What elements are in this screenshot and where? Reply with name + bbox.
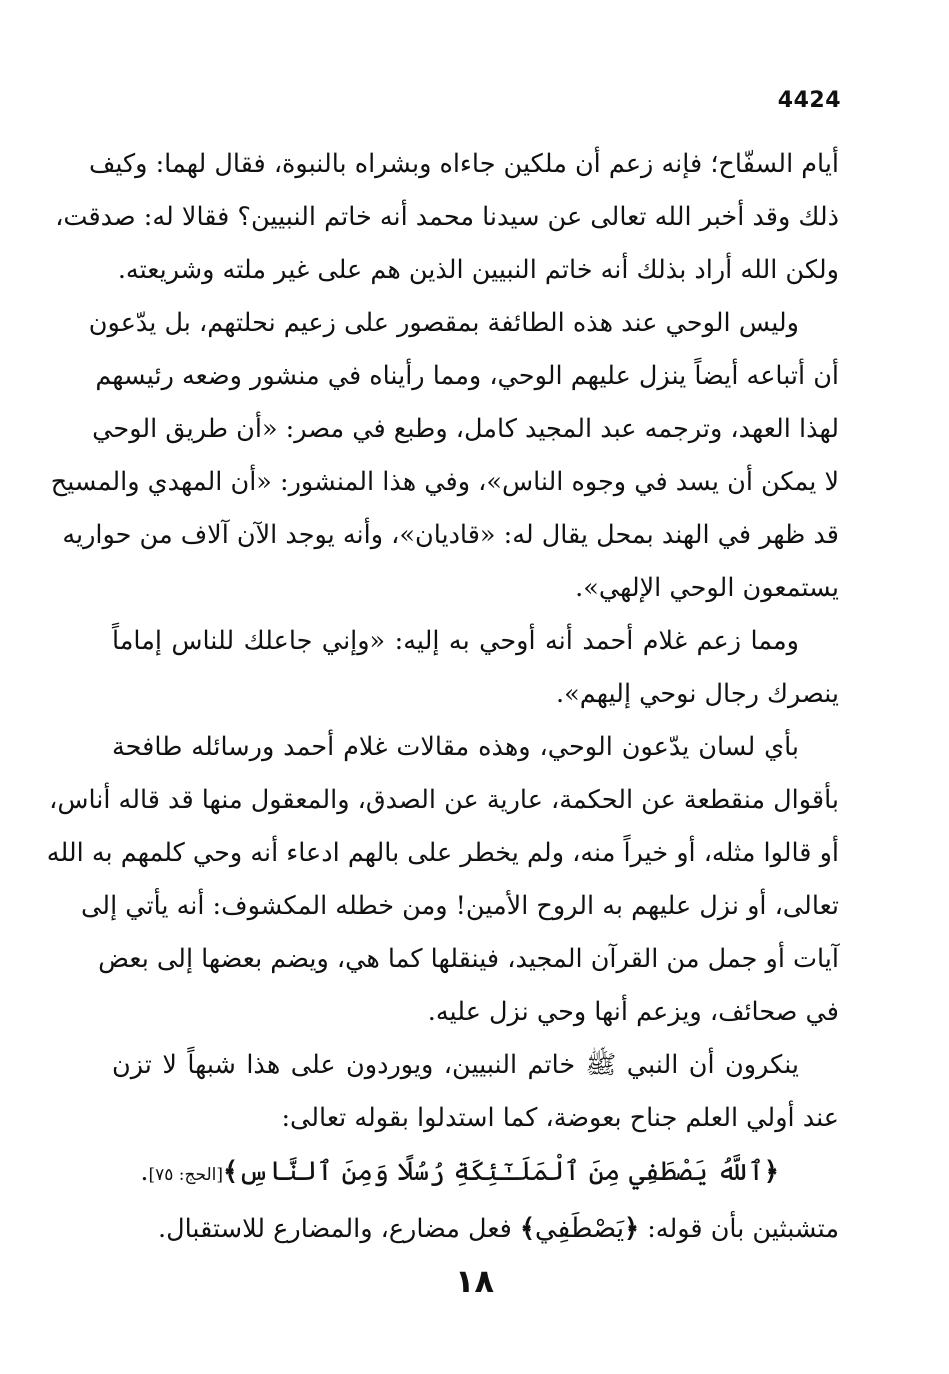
text-line: لا يمكن أن يسد في وجوه الناس»، وفي هذا المنشور: «أن المهدي والمسيح xyxy=(50,467,839,497)
closing-after: فعل مضارع، والمضارع للاستقبال. xyxy=(158,1214,520,1244)
verse-end-mark: . xyxy=(140,1157,149,1187)
text-line: في صحائف، ويزعم أنها وحي نزل عليه. xyxy=(427,997,839,1027)
verse-text: ٱللَّهُ يَصْطَفِي مِنَ ٱلْمَلَـٰٓئِكَةِ رُسُلًا وَمِنَ ٱلنَّاسِ xyxy=(237,1156,765,1187)
text-line: ينصرك رجال نوحي إليهم». xyxy=(556,679,839,709)
close-bracket: ﴾ xyxy=(519,1214,535,1244)
open-bracket: ﴿ xyxy=(764,1157,779,1187)
paragraph-4 xyxy=(46,721,839,1039)
body-text xyxy=(46,138,839,1256)
paragraph-1 xyxy=(55,138,839,297)
text-line: أن أتباعه أيضاً ينزل عليهم الوحي، ومما رأيناه في منشور وضعه رئيسهم xyxy=(95,361,839,391)
text-line: أيام السفّاح؛ فإنه زعم أن ملكين جاءاه وبشراه بالنبوة، فقال لهما: وكيف xyxy=(88,149,839,179)
text-line: لهذا العهد، وترجمه عبد المجيد كامل، وطبع في مصر: «أن طريق الوحي xyxy=(92,414,839,444)
text-line: قد ظهر في الهند بمحل يقال له: «قاديان»، وأنه يوجد الآن آلاف من حواريه xyxy=(62,520,839,550)
text-line xyxy=(112,1202,839,1256)
paragraph-3 xyxy=(112,615,839,721)
text-line: بأقوال منقطعة عن الحكمة، عارية عن الصدق، والمعقول منها قد قاله أناس، xyxy=(49,785,839,815)
text-line: ولكن الله أراد بذلك أنه خاتم النبيين الذين هم على غير ملته وشريعته. xyxy=(117,255,839,285)
closing-paragraph xyxy=(112,1202,839,1256)
close-bracket: ﴾ xyxy=(222,1157,238,1187)
text-line: عند أولي العلم جناح بعوضة، كما استدلوا بقوله تعالى: xyxy=(281,1103,839,1133)
text-line: أو قالوا مثله، أو خيراً منه، ولم يخطر على بالهم ادعاء أنه وحي كلمهم به الله xyxy=(46,838,839,868)
paragraph-5 xyxy=(112,1039,839,1145)
text-line: يستمعون الوحي الإلهي». xyxy=(575,573,839,603)
text-line: ينكرون أن النبي ﷺ خاتم النبيين، ويوردون على هذا شبهاً لا تزن xyxy=(112,1050,799,1080)
closing-before: متشبثين بأن قوله: xyxy=(639,1214,839,1244)
open-bracket: ﴿ xyxy=(624,1214,640,1244)
text-line: ومما زعم غلام أحمد أنه أوحي به إليه: «وإني جاعلك للناس إماماً xyxy=(112,626,799,656)
text-line: ذلك وقد أخبر الله تعالى عن سيدنا محمد أنه خاتم النبيين؟ فقالا له: صدقت، xyxy=(55,202,839,232)
text-line: تعالى، أو نزل عليهم به الروح الأمين! ومن خطله المكشوف: أنه يأتي إلى xyxy=(81,891,839,921)
verse-line xyxy=(112,1145,839,1202)
text-line: آيات أو جمل من القرآن المجيد، فينقلها كما هي، ويضم بعضها إلى بعض xyxy=(98,944,839,974)
page-code: 4424 xyxy=(777,88,841,113)
quran-verse xyxy=(112,1145,839,1202)
text-line: بأي لسان يدّعون الوحي، وهذه مقالات غلام أحمد ورسائله طافحة xyxy=(112,732,799,762)
page-number: ١٨ xyxy=(454,1262,495,1300)
verse-reference: [الحج: ٧٥] xyxy=(148,1165,223,1185)
quoted-word: يَصْطَفِي xyxy=(534,1213,625,1244)
text-line: وليس الوحي عند هذه الطائفة بمقصور على زعيم نحلتهم، بل يدّعون xyxy=(88,308,799,338)
paragraph-2 xyxy=(50,297,839,615)
